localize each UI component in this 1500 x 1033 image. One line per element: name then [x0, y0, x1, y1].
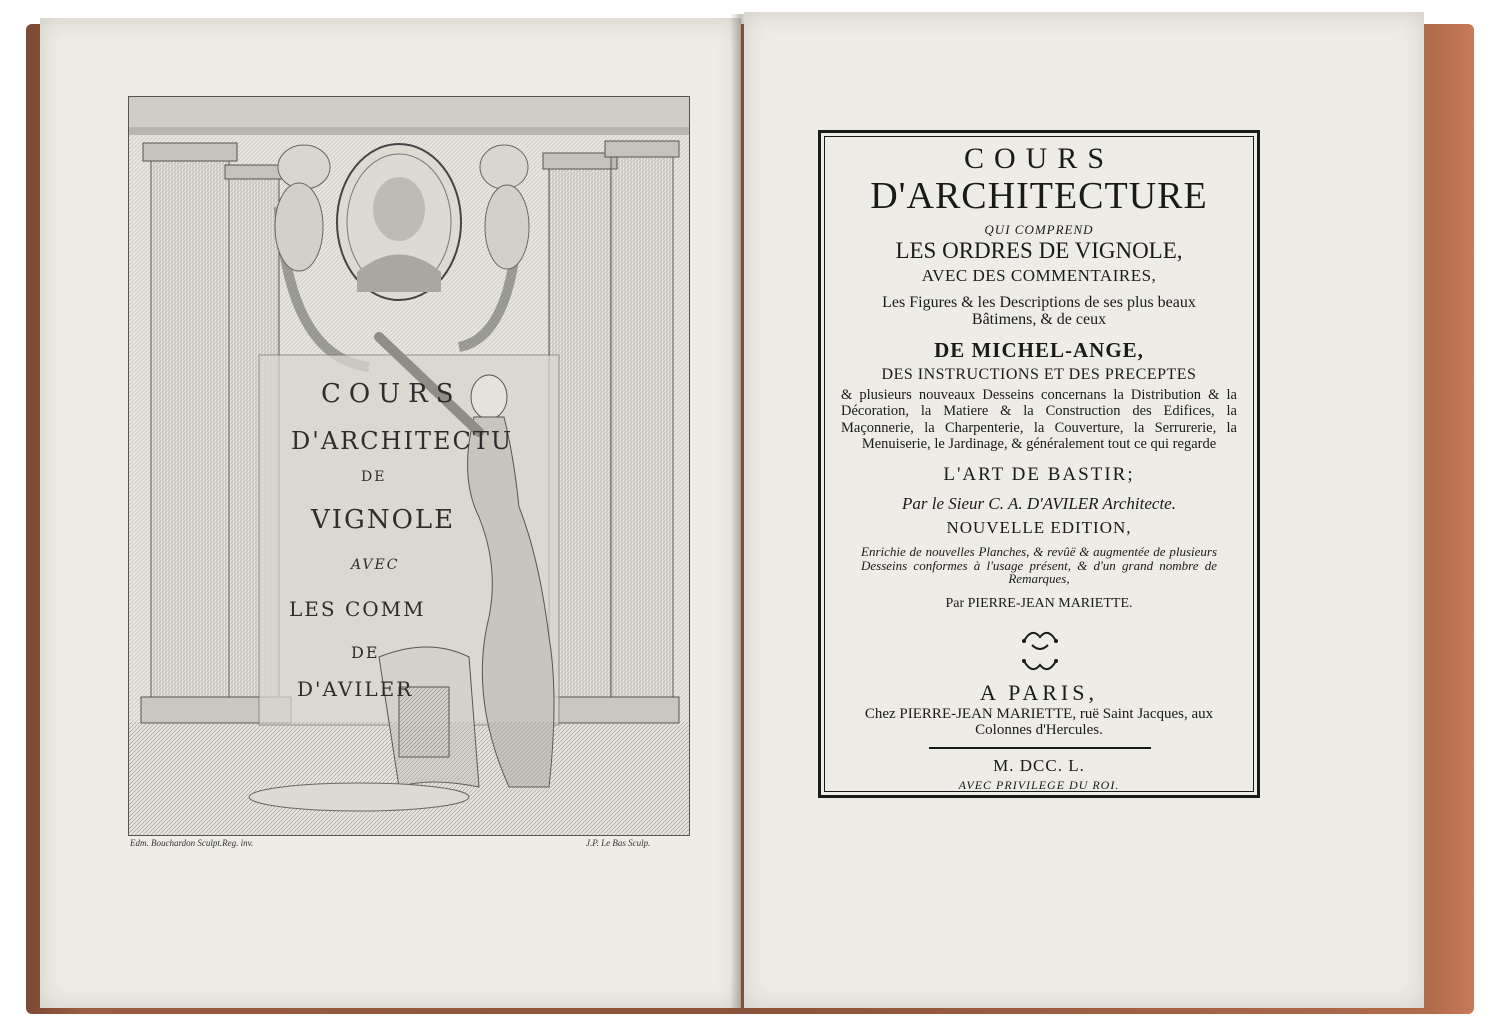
- plate-line-8: D'AVILER: [297, 677, 414, 701]
- publisher-line: Chez PIERRE-JEAN MARIETTE, ruë Saint Jacques, aux Colonnes d'Hercules.: [864, 706, 1214, 738]
- name-michel-ange: DE MICHEL-ANGE,: [934, 338, 1144, 362]
- plate-line-4: VIGNOLE: [311, 505, 456, 535]
- frontispiece-engraving: [128, 96, 690, 836]
- privilege-line: AVEC PRIVILEGE DU ROI.: [958, 778, 1120, 792]
- subtitle-commentaires: AVEC DES COMMENTAIRES,: [921, 266, 1157, 285]
- plate-line-5: AVEC: [351, 557, 400, 573]
- engraver-credit-left: Edm. Bouchardon Sculpt.Reg. inv.: [130, 838, 254, 848]
- title-cours: COURS: [963, 142, 1115, 175]
- author-line: Par le Sieur C. A. D'AVILER Architecte.: [902, 494, 1176, 513]
- plate-line-1: COURS: [321, 379, 462, 409]
- fleuron-ornament-bottom: [1018, 647, 1062, 683]
- rule-divider: [929, 747, 1151, 749]
- body-figures: Les Figures & les Descriptions de ses plus beaux Bâtimens, & de ceux: [882, 294, 1196, 328]
- engraver-credit-right: J.P. Le Bas Sculp.: [586, 838, 651, 848]
- edition-line: NOUVELLE EDITION,: [946, 518, 1132, 537]
- subtitle-instructions: DES INSTRUCTIONS ET DES PRECEPTES: [881, 366, 1197, 383]
- body-enrichie: Enrichie de nouvelles Planches, & revûë & augmentée de plusieurs Desseins conformes à l'usage présent, & d'un grand nombre de Remarques,: [861, 544, 1217, 587]
- subtitle-qui-comprend: QUI COMPREND: [984, 222, 1094, 237]
- plate-line-6: LES COMM: [289, 597, 426, 621]
- plate-line-3: DE: [361, 469, 387, 485]
- year-line: M. DCC. L.: [993, 756, 1085, 775]
- body-desseins: & plusieurs nouveaux Desseins concernans la Distribution & la Décoration, la Matiere & la Construction des Edifices, la Maçonnerie, la Charpenterie, la Couverture, la Serrurerie, la Menuiserie, le Jardinage, & généralement tout ce qui regarde: [841, 387, 1237, 453]
- plate-line-7: DE: [351, 643, 380, 662]
- plate-line-2: D'ARCHITECTU: [291, 427, 514, 455]
- place-paris: A PARIS,: [979, 680, 1098, 705]
- title-page-frame: [818, 130, 1260, 798]
- title-architecture: D'ARCHITECTURE: [870, 175, 1208, 217]
- subtitle-art-de-bastir: L'ART DE BASTIR;: [943, 464, 1135, 485]
- engraving-illustration: [129, 97, 689, 835]
- editor-line: Par PIERRE-JEAN MARIETTE.: [945, 596, 1133, 611]
- subtitle-ordres: LES ORDRES DE VIGNOLE,: [895, 238, 1183, 263]
